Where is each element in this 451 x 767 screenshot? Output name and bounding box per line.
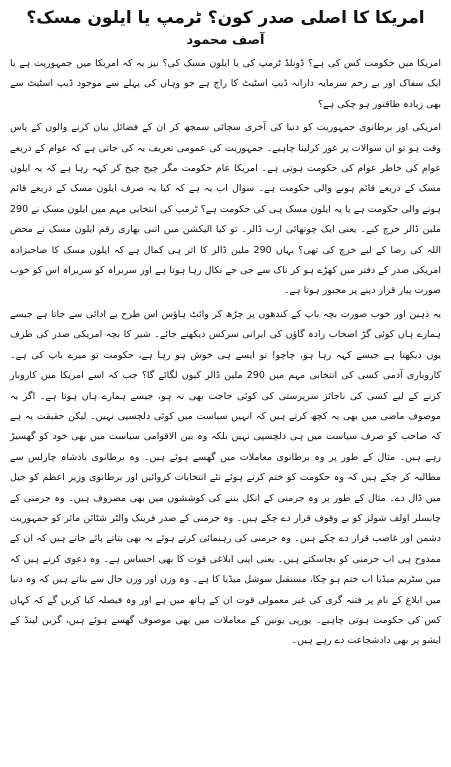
article-title: امریکا کا اصلی صدر کون؟ ٹرمپ یا ایلون مسک؟ xyxy=(26,8,425,28)
article-body xyxy=(10,54,441,652)
paragraph: امریکی اور برطانوی جمہوریت کو دنیا کی آخری سچائی سمجھ کر ان کے فضائل بیان کرنے والوں کے پاس وقت ہو تو ان سوالات پر غور کرلینا چاہیے۔ جمہوریت کی عمومی تعریف یہ کی جاتی ہے کہ عوام کے ذریعے عوام کی خاطر عوام کی حکومت ہوتی ہے۔ امریکا عام حکومت مگر چیخ چیخ کر کہہ رہا ہے کہ یہ ایلون مسک کے ذریعے قائم ہونے والی حکومت ہے۔ سوال اب یہ ہے کہ کیا یہ صرف ایلون مسک کے ذریعے قائم ہونے والی حکومت ہے یا یہ ایلون مسک ہی کی حکومت ہے؟ ٹرمپ کی انتخابی مہم میں ایلون مسک نے 290 ملین ڈالر خرچ کیے۔ یعنی ایک چوتھائی ارب ڈالر۔ تو کیا الیکشن میں اتنی بھاری رقم ایلون مسک نے محض اللہ کی رضا کے لیے خرچ کی تھی؟ یہاں 290 ملین ڈالر کا اثر ہی کمال ہے کہ ایلون مسک کا صاحبزادہ امریکی صدر کے دفتر میں کھڑے ہو کر ناک سے جی جے نکال رہا ہوتا ہے اور سربراہ کو سربراہ اس کو خوب صورت پیار قرار دینے پر مجبور ہوتا ہے۔ xyxy=(10,122,441,297)
paragraph: یہ ذہین اور خوب صورت بچہ باپ کے کندھوں پر چڑھ کر وائٹ ہاؤس اس طرح بے ادائی سے جاتا ہے جیسے ہمارے ہاں کوئی گڑ اصحاب زادہ گاؤں کی ایرانی سرکس دیکھنے جائے۔ شیر کا بچہ امریکی صدر کی طرف یوں دیکھتا ہے جیسے کہہ رہا ہو، چاچو! تو ایسے ہی خوش ہو رہا ہے، حکومت تو میرے باپ کی ہے۔ کاروباری آدمی کسی کی انتخابی مہم میں 290 ملین ڈالر کیوں لگائے گا؟ جب کہ اسے امریکا میں کاروبار کرنے کے لیے کسی کی ناجائز سرپرستی کی کوئی حاجت بھی نہ ہو، جیسے ہمارے ہاں ہوتا ہے۔ اگر یہ موصوف ماضی میں بھی یہ کچھ کرتے ہیں کہ انہیں سیاست میں کوئی دلچسپی نہیں۔ لیکن حقیقت یہ ہے کہ صاحب کو صرف سیاست میں ہی دلچسپی نہیں بلکہ وہ بین الاقوامی سیاست میں بھی خود کو گھسیڑ رہے ہیں۔ مثال کے طور پر وہ برطانوی معاملات میں گھسے ہوئے ہیں۔ وہ برطانوی بادشاہ چارلس سے مطالبہ کر چکے ہیں کہ وہ حکومت کو ختم کرتے ہوئے نئے انتخابات کروائیں اور برطانوی وزیر اعظم کو جیل میں ڈال دے۔ مثال کے طور پر وہ جرمنی کے انکل بننے کی کوششوں میں بھی مصروف ہیں۔ وہ جرمنی کے چانسلر اولف شولز کو بے وقوف قرار دے چکے ہیں۔ وہ جرمنی کے صدر فرینک والٹر شٹائن مائر کو جمہوریت دشمن اور غاصب قرار دے چکے ہیں۔ وہ جرمنی کی رہنمائی کرتے ہوئے یہ بھی بتاتے پائے جاتے ہیں کہ ان کے ممدوح ہی اب جرمنی کو بچاسکتے ہیں۔ یعنی اپنی ابلاغی قوت کا بھی احساس ہے۔ وہ دعوی کرتے ہیں کہ مین سٹریم میڈیا اب ختم ہو چکا، مستقبل سوشل میڈیا کا ہے۔ وہ وزن اور وزن حال سے بتاتے ہیں کہ وہ دنیا میں ابلاغ کے نام پر فتنہ گری کی غیر معمولی قوت ان کے ہاتھ میں ہے اور وہ فیصلہ کیا کریں گے کہ کہاں کس کی حکومت ہوتی چاہیے۔ یورپی یونین کے معاملات میں بھی موصوف گھسے ہوئے ہیں، گرین لینڈ کے ایشو پر بھی دادشجاعت دے رہے ہیں۔ xyxy=(10,308,441,647)
paragraph: امریکا میں حکومت کس کی ہے؟ ڈونلڈ ٹرمپ کی یا ایلون مسک کی؟ نیز یہ کہ امریکا میں جمہوریت ہے یا ایک سفاک اور بے رحم سرمایہ دارانہ ڈیپ اسٹیٹ کا راج ہے جو وہاں کی پہلے سے موجود ڈیپ اسٹیٹ سے بھی زیادہ طاقتور ہو چکی ہے؟ xyxy=(10,58,441,110)
article-author: آصف محمود xyxy=(186,33,265,48)
